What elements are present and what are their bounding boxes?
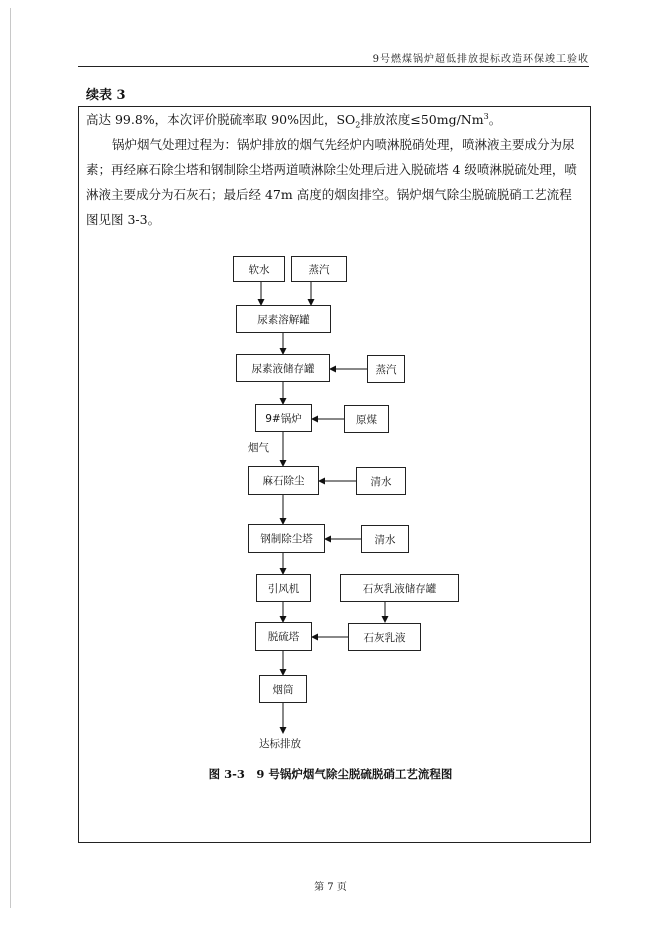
- table-title: 续表 3: [86, 88, 126, 103]
- flow-box-boiler: 9#锅炉: [255, 404, 312, 432]
- flow-box-clean-water-1: 清水: [356, 467, 406, 495]
- flow-box-soft-water: 软水: [233, 256, 285, 282]
- flow-box-steam-top: 蒸汽: [291, 256, 347, 282]
- flow-box-raw-coal: 原煤: [344, 405, 389, 433]
- flow-box-granite-dust-removal: 麻石除尘: [248, 466, 319, 495]
- flow-box-steam-side: 蒸汽: [367, 355, 405, 383]
- emission-label: 达标排放: [259, 738, 301, 750]
- flow-box-lime-slurry: 石灰乳液: [348, 623, 421, 651]
- document-header: 9号燃煤锅炉超低排放提标改造环保竣工验收: [372, 54, 589, 65]
- p1-text-b: 排放浓度≤50mg/Nm: [360, 112, 484, 128]
- page-number: 第 7 页: [314, 882, 347, 893]
- paragraph-process-description: 锅炉烟气处理过程为：锅炉排放的烟气先经炉内喷淋脱硝处理，喷淋液主要成分为尿素；再经麻石除尘塔和钢制除尘塔两道喷淋除尘处理后进入脱硫塔 4 级喷淋脱硫处理，喷淋液主要成分为石灰石；最后经 47m 高度的烟囱排空。锅炉烟气除尘脱硫脱硝工艺流程图见图 3-3。: [86, 137, 577, 227]
- flow-box-chimney: 烟筒: [259, 675, 307, 703]
- p1-superscript: 3: [483, 112, 489, 121]
- figure-caption: 图 3-3 9 号锅炉烟气除尘脱硫脱硝工艺流程图: [208, 767, 453, 781]
- flow-box-lime-slurry-storage: 石灰乳液储存罐: [340, 574, 459, 602]
- p1-text-a: 高达 99.8%，本次评价脱硫率取 90%因此，SO: [86, 112, 356, 128]
- flow-box-urea-dissolve-tank: 尿素溶解罐: [236, 305, 331, 333]
- flow-box-induced-fan: 引风机: [256, 574, 311, 602]
- flow-box-urea-storage-tank: 尿素液储存罐: [236, 354, 330, 382]
- p1-text-c: 。: [488, 112, 502, 128]
- flow-box-steel-dust-tower: 钢制除尘塔: [248, 524, 325, 553]
- flow-box-clean-water-2: 清水: [361, 525, 409, 553]
- flow-box-desulfurization-tower: 脱硫塔: [255, 622, 312, 651]
- p1-subscript: 2: [355, 120, 361, 130]
- flue-gas-label: 烟气: [248, 442, 269, 454]
